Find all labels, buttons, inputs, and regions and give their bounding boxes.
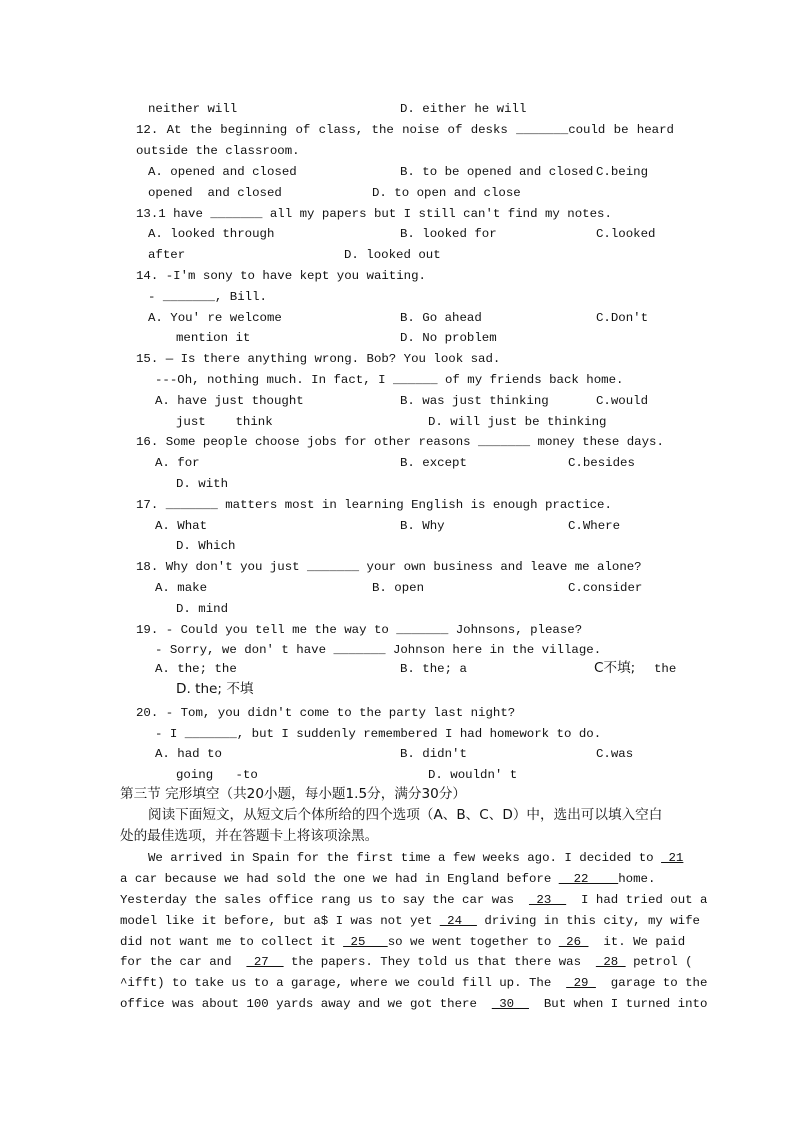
q18-option-d: D. mind xyxy=(176,602,229,616)
q17-option-c: C.Where xyxy=(568,519,621,533)
q12-stem-line1: 12. At the beginning of class, the noise of desks _______could be heard xyxy=(136,123,674,137)
q20-option-d: D. wouldn' t xyxy=(428,768,518,782)
q12-option-b: B. to be opened and closed xyxy=(400,165,594,179)
q12-option-a: A. opened and closed xyxy=(148,165,297,179)
q13-option-c-cont: after xyxy=(148,248,186,262)
q20-option-c-cont: going -to xyxy=(176,768,258,782)
q15-option-d: D. will just be thinking xyxy=(428,415,607,429)
passage-line-2: a car because we had sold the one we had in England before 22 home. xyxy=(120,872,656,886)
q19-option-c-tail: the xyxy=(654,662,677,676)
passage-line-8: office was about 100 yards away and we got there 30 But when I turned into xyxy=(120,997,708,1011)
q16-stem: 16. Some people choose jobs for other reasons _______ money these days. xyxy=(136,435,664,449)
passage-line-1: We arrived in Spain for the first time a few weeks ago. I decided to 21 xyxy=(148,851,684,865)
blank-21: 21 xyxy=(661,851,684,865)
blank-24: 24 xyxy=(439,914,477,928)
q14-option-d: D. No problem xyxy=(400,331,497,345)
q17-option-b: B. Why xyxy=(400,519,445,533)
q12-option-d: D. to open and close xyxy=(372,186,521,200)
q14-option-c-cont: mention it xyxy=(176,331,251,345)
q15-option-a: A. have just thought xyxy=(155,394,304,408)
q12-option-c-cont: opened and closed xyxy=(148,186,282,200)
q16-option-d: D. with xyxy=(176,477,229,491)
section-instructions-line1: 阅读下面短文，从短文后个体所给的四个选项（A、B、C、D）中，选出可以填入空白 xyxy=(148,807,663,823)
q20-option-a: A. had to xyxy=(155,747,222,761)
q17-option-a: A. What xyxy=(155,519,208,533)
q11-option-c-cont: neither will xyxy=(148,102,238,116)
q13-stem: 13.1 have _______ all my papers but I still can't find my notes. xyxy=(136,207,612,221)
blank-26: 26 xyxy=(558,935,589,949)
q17-option-d: D. Which xyxy=(176,539,236,553)
q14-option-c: C.Don't xyxy=(596,311,649,325)
q20-option-c: C.was xyxy=(596,747,634,761)
q18-option-b: B. open xyxy=(372,581,425,595)
blank-29: 29 xyxy=(566,976,596,990)
q14-option-a: A. You' re welcome xyxy=(148,311,282,325)
q13-option-a: A. looked through xyxy=(148,227,275,241)
blank-27: 27 xyxy=(246,955,284,969)
blank-25: 25 xyxy=(343,935,388,949)
q12-stem-line2: outside the classroom. xyxy=(136,144,300,158)
q18-stem: 18. Why don't you just _______ your own business and leave me alone? xyxy=(136,560,642,574)
q19-option-a: A. the; the xyxy=(155,662,237,676)
blank-23: 23 xyxy=(528,893,567,907)
q13-option-b: B. looked for xyxy=(400,227,497,241)
q16-option-c: C.besides xyxy=(568,456,635,470)
q19-reply: - Sorry, we don' t have _______ Johnson here in the village. xyxy=(155,643,602,657)
q16-option-b: B. except xyxy=(400,456,467,470)
section-heading: 第三节 完形填空（共20小题，每小题1.5分，满分30分） xyxy=(120,786,467,802)
q19-stem: 19. - Could you tell me the way to _______ Johnsons, please? xyxy=(136,623,583,637)
q20-option-b: B. didn't xyxy=(400,747,467,761)
q13-option-c: C.looked xyxy=(596,227,656,241)
q11-option-d: D. either he will xyxy=(400,102,527,116)
passage-line-4: model like it before, but a$ I was not yet 24 driving in this city, my wife xyxy=(120,914,700,928)
q14-stem: 14. -I'm sony to have kept you waiting. xyxy=(136,269,426,283)
q19-option-c: C不填; xyxy=(594,660,636,676)
q15-option-c-cont: just think xyxy=(176,415,273,429)
blank-28: 28 xyxy=(595,955,626,969)
q19-option-b: B. the; a xyxy=(400,662,467,676)
q13-option-d: D. looked out xyxy=(344,248,441,262)
q15-option-b: B. was just thinking xyxy=(400,394,549,408)
q20-reply: - I _______, but I suddenly remembered I had homework to do. xyxy=(155,727,602,741)
passage-line-3: Yesterday the sales office rang us to say the car was 23 I had tried out a xyxy=(120,893,708,907)
blank-22: 22 xyxy=(558,872,619,886)
passage-line-5: did not want me to collect it 25 so we went together to 26 it. We paid xyxy=(120,935,686,949)
q20-stem: 20. - Tom, you didn't come to the party last night? xyxy=(136,706,516,720)
q15-option-c: C.would xyxy=(596,394,649,408)
q18-option-c: C.consider xyxy=(568,581,643,595)
q19-option-d: D. the; 不填 xyxy=(176,681,254,697)
blank-30: 30 xyxy=(491,997,529,1011)
q17-stem: 17. _______ matters most in learning English is enough practice. xyxy=(136,498,612,512)
passage-line-6: for the car and 27 the papers. They told us that there was 28 petrol ( xyxy=(120,955,693,969)
q12-option-c: C.being xyxy=(596,165,649,179)
q14-option-b: B. Go ahead xyxy=(400,311,482,325)
q14-reply: - _______, Bill. xyxy=(148,290,267,304)
q15-reply: ---Oh, nothing much. In fact, I ______ of my friends back home. xyxy=(155,373,624,387)
passage-line-7: ^ifft) to take us to a garage, where we could fill up. The 29 garage to the xyxy=(120,976,708,990)
q15-stem: 15. — Is there anything wrong. Bob? You look sad. xyxy=(136,352,501,366)
section-instructions-line2: 处的最佳选项，并在答题卡上将该项涂黑。 xyxy=(120,828,379,844)
q16-option-a: A. for xyxy=(155,456,200,470)
q18-option-a: A. make xyxy=(155,581,208,595)
